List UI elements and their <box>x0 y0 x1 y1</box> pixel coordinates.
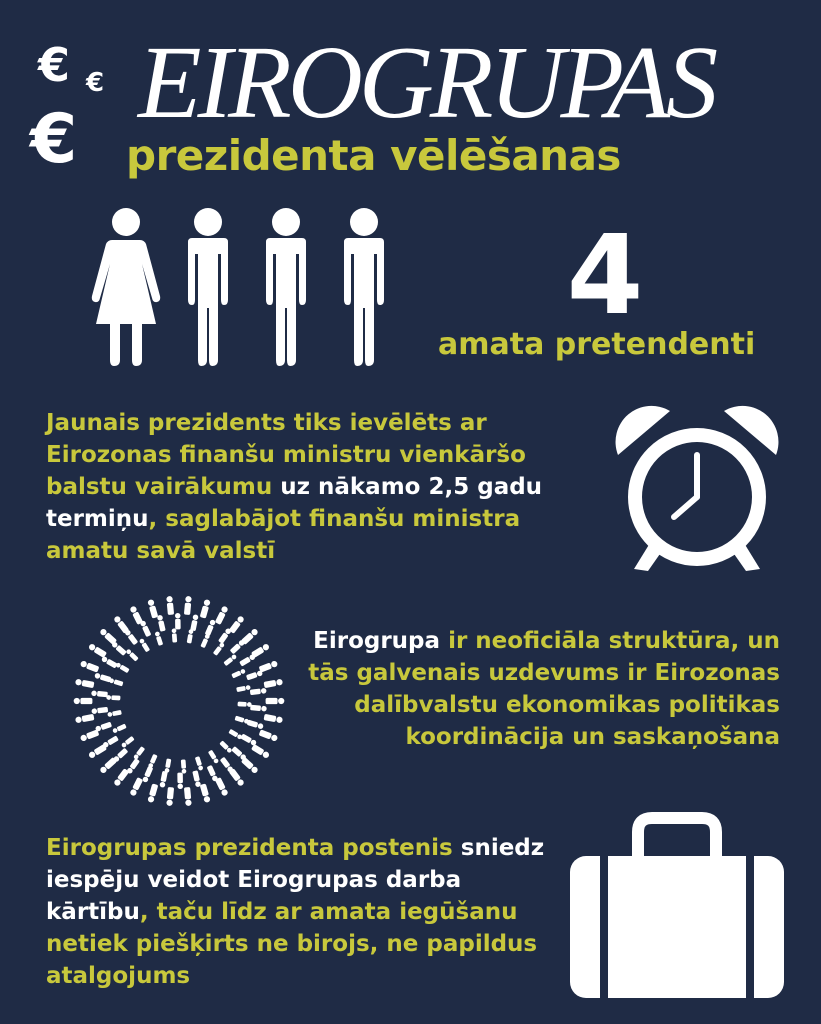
post-text-3: , taču līdz ar amata iegūšanu netiek piešķirts ne birojs, ne papildus atalgojums <box>46 899 538 989</box>
page-subtitle: prezidenta vēlēšanas <box>126 131 621 180</box>
candidate-figures <box>90 208 400 368</box>
candidate-count: 4 <box>566 211 644 339</box>
alarm-clock-icon <box>608 405 786 577</box>
structure-text-1: Eirogrupa <box>313 628 449 654</box>
page-title: EIROGRUPAS <box>138 25 715 140</box>
euro-symbol-large-icon: € <box>30 100 78 179</box>
term-text-2: uz nākamo 2,5 gadu termiņu <box>46 474 543 532</box>
structure-text-2: ir neoficiāla struktūra, un tās galvenais uzdevums ir Eirozonas dalībvalstu ekonomikas politikas koordinācija un saskaņošana <box>308 628 780 750</box>
euro-symbol-small-icon: € <box>86 68 105 98</box>
briefcase-icon <box>566 812 788 1002</box>
people-circle-icon <box>72 594 286 808</box>
post-description <box>46 832 546 992</box>
term-description <box>46 407 606 567</box>
term-text-1: Jaunais prezidents tiks ievēlēts ar Eirozonas finanšu ministru vienkāršo balstu vairākumu <box>46 410 526 500</box>
female-figure-icon <box>92 208 160 366</box>
post-text-2: sniedz iespēju veidot Eirogrupas darba kārtību <box>46 835 545 925</box>
male-figure-icon <box>266 208 306 366</box>
post-text-1: Eirogrupas prezidenta postenis <box>46 835 461 861</box>
male-figure-icon <box>188 208 228 366</box>
structure-description <box>292 625 780 753</box>
euro-symbol-icon: € <box>38 38 71 92</box>
candidate-label: amata pretendenti <box>438 327 756 362</box>
male-figure-icon <box>344 208 384 366</box>
term-text-3: , saglabājot finanšu ministra amatu savā valstī <box>46 506 521 564</box>
